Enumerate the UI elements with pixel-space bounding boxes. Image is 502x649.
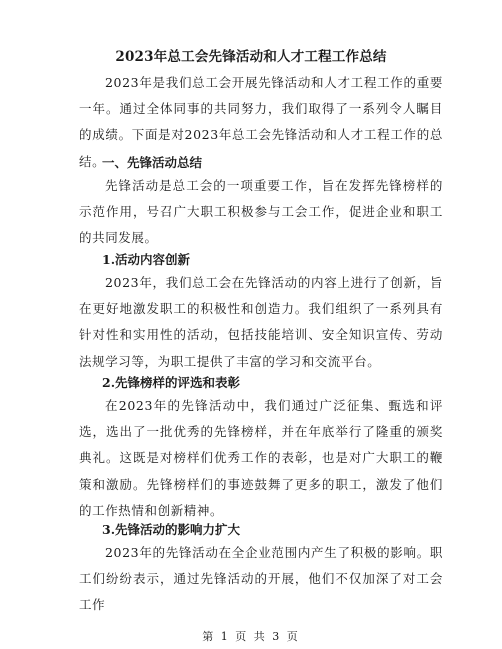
subheading-role-model-selection: 2.先锋榜样的评选和表彰: [102, 375, 241, 390]
section-paragraph-pioneer-summary: 先锋活动是总工会的一项重要工作，旨在发挥先锋榜样的示范作用，号召广大职工积极参与工会工作，促进企业和职工的共同发展。: [79, 178, 443, 246]
paragraph-influence-expansion: 2023年的先锋活动在全企业范围内产生了积极的影响。职工们纷纷表示，通过先锋活动的开展，他们不仅加深了对工会工作: [79, 545, 443, 613]
paragraph-role-model-selection: 在2023年的先锋活动中，我们通过广泛征集、甄选和评选，选出了一批优秀的先锋榜样，并在年底举行了隆重的颁奖典礼。这既是对榜样们优秀工作的表彰，也是对广大职工的鞭策和激励。先锋榜样们的事迹鼓舞了更多的职工，激发了他们的工作热情和创新精神。: [79, 398, 443, 518]
paragraph-content-innovation: 2023年，我们总工会在先锋活动的内容上进行了创新，旨在更好地激发职工的积极性和创造力。我们组织了一系列具有针对性和实用性的活动，包括技能培训、安全知识宣传、劳动法规学习等，为职工提供了丰富的学习和交流平台。: [79, 275, 443, 369]
page-number-footer: 第 1 页 共 3 页: [202, 630, 300, 643]
subheading-influence-expansion: 3.先锋活动的影响力扩大: [102, 522, 241, 537]
section-heading-pioneer-summary: 一、先锋活动总结: [102, 155, 203, 170]
intro-paragraph: 2023年是我们总工会开展先锋活动和人才工程工作的重要一年。通过全体同事的共同努力，我们取得了一系列令人瞩目的成绩。下面是对2023年总工会先锋活动和人才工程工作的总结。: [79, 75, 443, 169]
subheading-content-innovation: 1.活动内容创新: [102, 252, 191, 267]
document-title: 2023年总工会先锋活动和人才工程工作总结: [115, 49, 387, 65]
